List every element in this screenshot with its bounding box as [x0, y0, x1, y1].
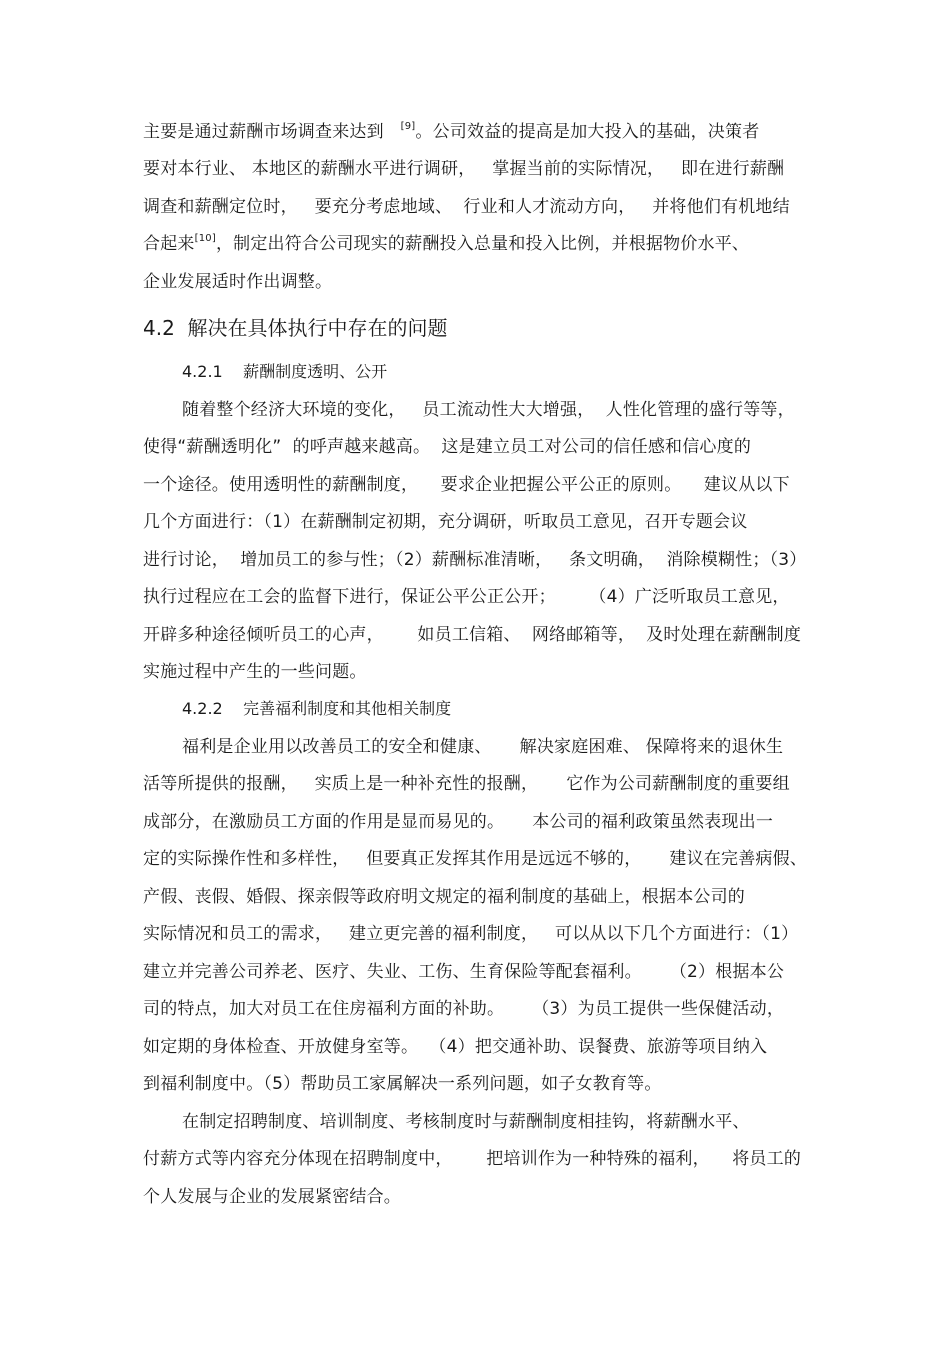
body-text-line: 个人发展与企业的发展紧密结合。 [143, 1187, 401, 1207]
section-title: 解决在具体执行中存在的问题 [187, 316, 448, 340]
body-text-line: 调查和薪酬定位时， 要充分考虑地域、 行业和人才流动方向， 并将他们有机地结 [143, 197, 790, 217]
body-text-line: 在制定招聘制度、培训制度、考核制度时与薪酬制度相挂钩，将薪酬水平、 [182, 1112, 750, 1132]
section-number: 4.2 [143, 316, 175, 340]
subsection-number: 4.2.2 [182, 699, 223, 718]
body-text-line: 付薪方式等内容充分体现在招聘制度中， 把培训作为一种特殊的福利， 将员工的 [143, 1149, 802, 1169]
subsection-heading [182, 697, 451, 721]
subsection-title: 完善福利制度和其他相关制度 [243, 699, 452, 718]
body-text-line: 产假、丧假、婚假、探亲假等政府明文规定的福利制度的基础上，根据本公司的 [143, 887, 745, 907]
text-span: 。公司效益的提高是加大投入的基础，决策者 [415, 122, 760, 142]
body-text-line: 开辟多种途径倾听员工的心声， 如员工信箱、 网络邮箱等， 及时处理在薪酬制度 [143, 625, 802, 645]
text-span: ，制定出符合公司现实的薪酬投入总量和投入比例，并根据物价水平、 [215, 234, 750, 254]
body-text-line: 使得“薪酬透明化” 的呼声越来越高。 这是建立员工对公司的信任感和信心度的 [143, 437, 752, 457]
text-span: 合起来 [143, 234, 195, 254]
subsection-heading [182, 360, 387, 384]
body-text-line: 执行过程应在工会的监督下进行，保证公平公正公开； （4）广泛听取员工意见， [143, 587, 790, 607]
body-text-line: 要对本行业、 本地区的薪酬水平进行调研， 掌握当前的实际情况， 即在进行薪酬 [143, 159, 785, 179]
citation-ref: [9] [400, 121, 416, 132]
subsection-title: 薪酬制度透明、公开 [243, 362, 388, 381]
body-text-line [143, 232, 749, 256]
body-text-line: 福利是企业用以改善员工的安全和健康、 解决家庭困难、 保障将来的退休生 [182, 737, 784, 757]
body-text-line [143, 120, 759, 144]
body-text-line: 进行讨论， 增加员工的参与性；（2）薪酬标准清晰， 条文明确， 消除模糊性；（3） [143, 550, 807, 570]
body-text-line: 几个方面进行：（1）在薪酬制定初期，充分调研，听取员工意见，召开专题会议 [143, 512, 748, 532]
body-text-line: 如定期的身体检查、开放健身室等。 （4）把交通补助、误餐费、旅游等项目纳入 [143, 1037, 768, 1057]
body-text-line: 实际情况和员工的需求， 建立更完善的福利制度， 可以从以下几个方面进行：（1） [143, 924, 799, 944]
body-text-line: 一个途径。使用透明性的薪酬制度， 要求企业把握公平公正的原则。 建议从以下 [143, 475, 790, 495]
body-text-line: 成部分，在激励员工方面的作用是显而易见的。 本公司的福利政策虽然表现出一 [143, 812, 774, 832]
body-text-line: 企业发展适时作出调整。 [143, 272, 333, 292]
section-heading [143, 315, 448, 341]
subsection-number: 4.2.1 [182, 362, 223, 381]
body-text-line: 到福利制度中。（5）帮助员工家属解决一系列问题，如子女教育等。 [143, 1074, 662, 1094]
text-span: 主要是通过薪酬市场调查来达到 [143, 122, 401, 142]
body-text-line: 随着整个经济大环境的变化， 员工流动性大大增强， 人性化管理的盛行等等， [182, 400, 795, 420]
body-text-line: 建立并完善公司养老、医疗、失业、工伤、生育保险等配套福利。 （2）根据本公 [143, 962, 785, 982]
body-text-line: 实施过程中产生的一些问题。 [143, 662, 367, 682]
citation-ref: [10] [194, 233, 216, 244]
body-text-line: 定的实际操作性和多样性， 但要真正发挥其作用是远远不够的， 建议在完善病假、 [143, 849, 808, 869]
body-text-line: 活等所提供的报酬， 实质上是一种补充性的报酬， 它作为公司薪酬制度的重要组 [143, 774, 790, 794]
body-text-line: 司的特点，加大对员工在住房福利方面的补助。 （3）为员工提供一些保健活动， [143, 999, 785, 1019]
